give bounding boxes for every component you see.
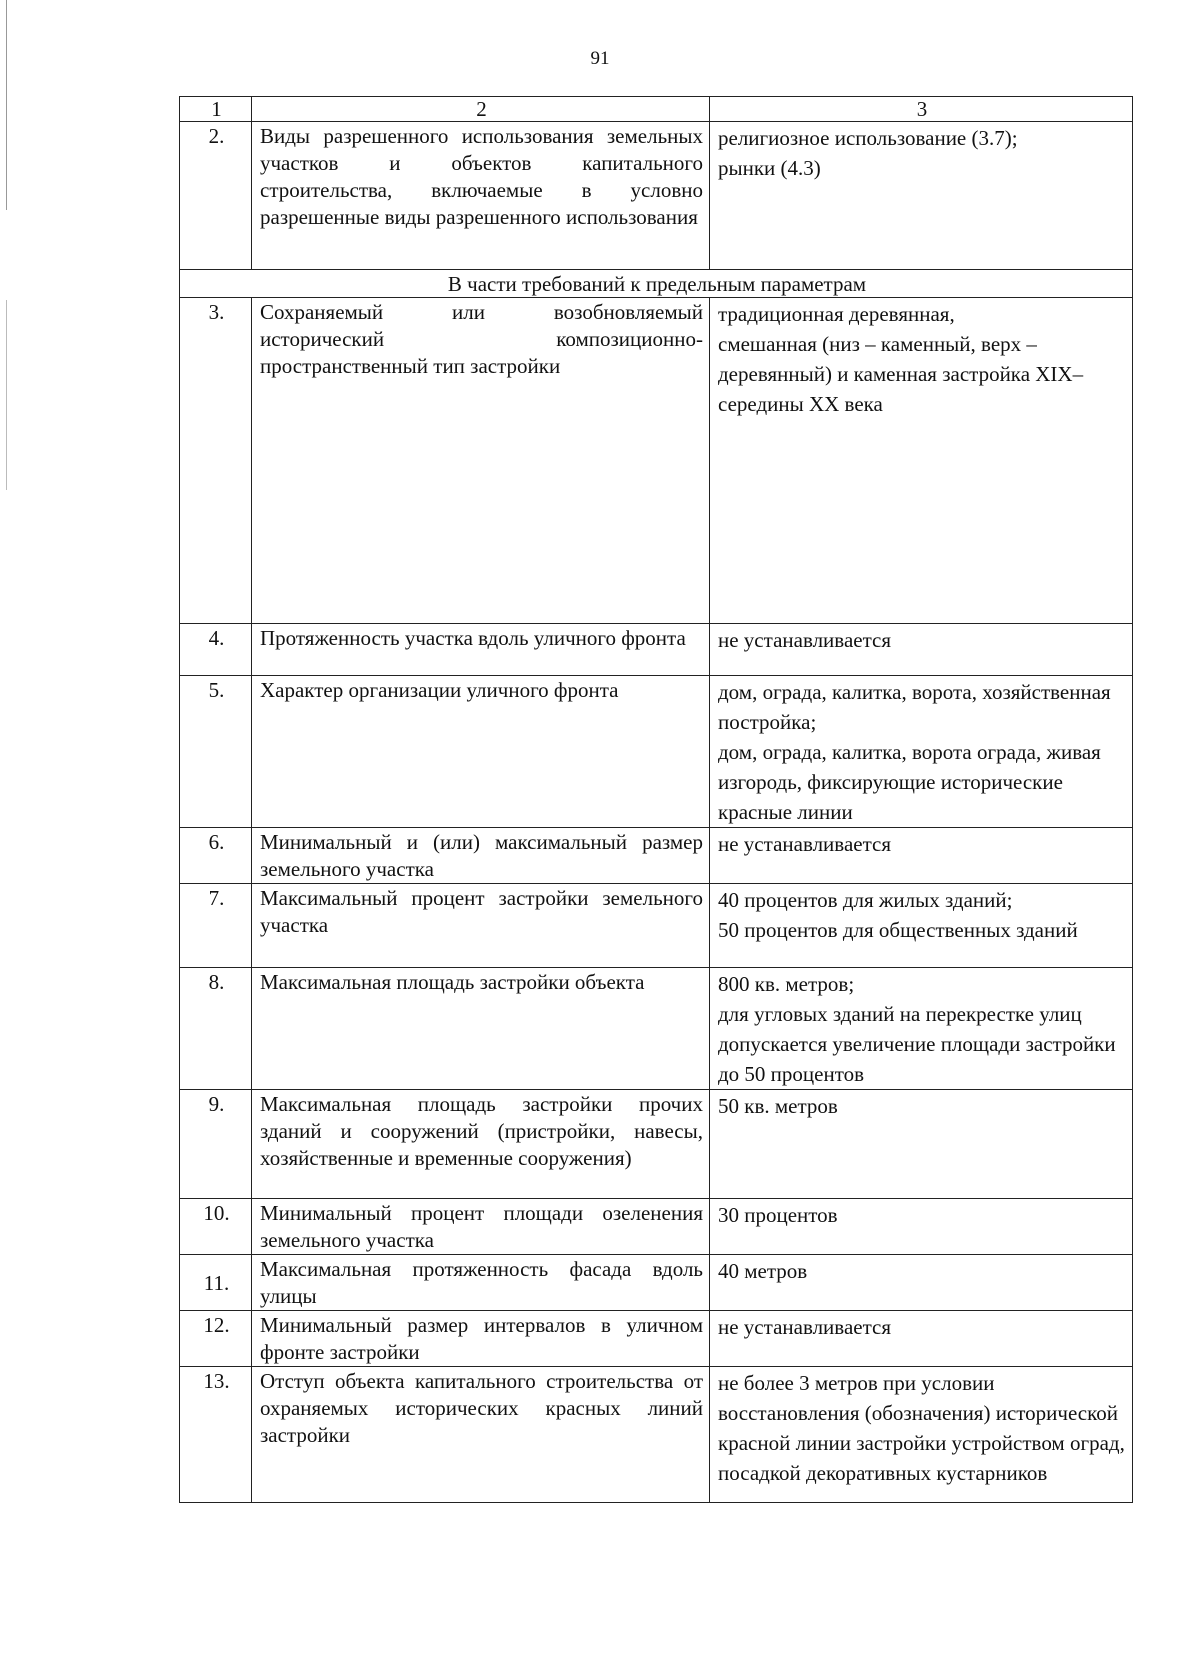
table-row [180, 1367, 1133, 1503]
value-line: не устанавливается [718, 628, 891, 652]
header-col-1: 1 [180, 97, 252, 122]
section-row [180, 270, 1133, 298]
row-number: 4. [180, 624, 252, 676]
value-line: 50 процентов для общественных зданий [718, 918, 1078, 942]
row-number: 5. [180, 676, 252, 828]
value-line: религиозное использование (3.7); [718, 126, 1018, 150]
table-row [180, 298, 1133, 624]
section-title: В части требований к предельным параметрам [180, 270, 1133, 298]
parameter-name: Максимальный процент застройки земельного участка [252, 884, 710, 968]
parameter-value [710, 1199, 1133, 1255]
table-row [180, 1199, 1133, 1255]
table-row [180, 828, 1133, 884]
parameter-name: Максимальная протяженность фасада вдоль улицы [252, 1255, 710, 1311]
parameter-name: Сохраняемый или возобновляемый исторический композиционно-пространственный тип застройки [252, 298, 710, 624]
row-number: 6. [180, 828, 252, 884]
regulations-table [179, 96, 1133, 1503]
table-header-row [180, 97, 1133, 122]
parameter-value [710, 298, 1133, 624]
row-number: 8. [180, 968, 252, 1090]
value-line: 40 метров [718, 1259, 808, 1283]
value-line: дом, ограда, калитка, ворота, хозяйственная постройка; [718, 680, 1111, 734]
parameter-name: Минимальный размер интервалов в уличном фронте застройки [252, 1311, 710, 1367]
scan-edge-line [6, 0, 7, 210]
parameter-name: Минимальный процент площади озеленения земельного участка [252, 1199, 710, 1255]
value-line: дом, ограда, калитка, ворота ограда, живая изгородь, фиксирующие исторические красные линии [718, 740, 1101, 824]
scan-edge-line [6, 300, 7, 490]
row-number: 3. [180, 298, 252, 624]
table-row [180, 624, 1133, 676]
table-row [180, 1255, 1133, 1311]
value-line: 40 процентов для жилых зданий; [718, 888, 1013, 912]
parameter-value [710, 1255, 1133, 1311]
parameter-value [710, 884, 1133, 968]
table-row [180, 1090, 1133, 1199]
parameter-name: Минимальный и (или) максимальный размер земельного участка [252, 828, 710, 884]
parameter-value [710, 1367, 1133, 1503]
parameter-value [710, 1090, 1133, 1199]
parameter-name: Максимальная площадь застройки прочих зданий и сооружений (пристройки, навесы, хозяйственные и временные сооружения) [252, 1090, 710, 1199]
parameter-name: Протяженность участка вдоль уличного фронта [252, 624, 710, 676]
row-number: 13. [180, 1367, 252, 1503]
value-line: 50 кв. метров [718, 1094, 838, 1118]
value-line: смешанная (низ – каменный, верх – деревянный) и каменная застройка XIX–середины XX века [718, 332, 1084, 416]
value-line: не более 3 метров при условии восстановления (обозначения) исторической красной линии застройки устройством оград, посадкой декоративных кустарников [718, 1371, 1125, 1485]
page-number: 91 [590, 48, 610, 69]
value-line: рынки (4.3) [718, 156, 821, 180]
value-line: для угловых зданий на перекрестке улиц допускается увеличение площади застройки до 50 процентов [718, 1002, 1116, 1086]
table-row [180, 676, 1133, 828]
parameter-name: Виды разрешенного использования земельных участков и объектов капитального строительства, включаемые в условно разрешенные виды разрешенного использования [252, 122, 710, 270]
table-row [180, 122, 1133, 270]
value-line: традиционная деревянная, [718, 302, 955, 326]
row-number: 10. [180, 1199, 252, 1255]
value-line: не устанавливается [718, 832, 891, 856]
table-row [180, 884, 1133, 968]
row-number: 2. [180, 122, 252, 270]
row-number: 7. [180, 884, 252, 968]
parameter-value [710, 1311, 1133, 1367]
parameter-value [710, 122, 1133, 270]
table-row [180, 1311, 1133, 1367]
row-number: 12. [180, 1311, 252, 1367]
value-line: 30 процентов [718, 1203, 838, 1227]
parameter-value [710, 968, 1133, 1090]
header-col-2: 2 [252, 97, 710, 122]
parameter-value [710, 624, 1133, 676]
parameter-name: Максимальная площадь застройки объекта [252, 968, 710, 1090]
parameter-name: Отступ объекта капитального строительства от охраняемых исторических красных линий застройки [252, 1367, 710, 1503]
value-line: не устанавливается [718, 1315, 891, 1339]
header-col-3: 3 [710, 97, 1133, 122]
value-line: 800 кв. метров; [718, 972, 855, 996]
parameter-value [710, 676, 1133, 828]
row-number: 11. [180, 1255, 252, 1311]
parameter-name: Характер организации уличного фронта [252, 676, 710, 828]
parameter-value [710, 828, 1133, 884]
row-number: 9. [180, 1090, 252, 1199]
table-row [180, 968, 1133, 1090]
